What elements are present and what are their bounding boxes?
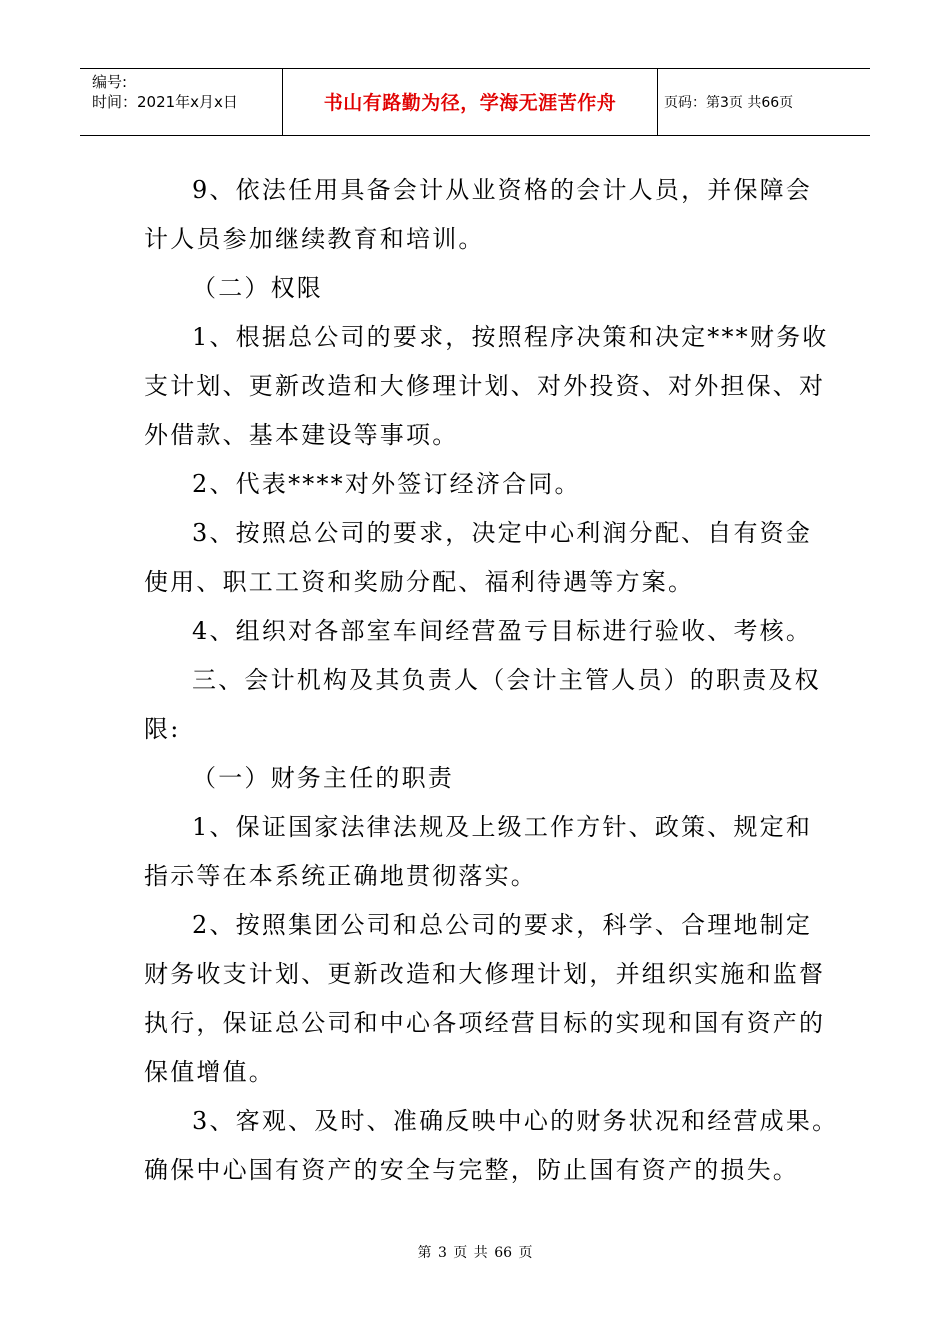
document-body <box>144 166 839 1195</box>
header-middle-cell <box>282 69 658 135</box>
header-motto: 书山有路勤为径，学海无涯苦作舟 <box>323 92 617 114</box>
section-heading: 限: <box>144 715 181 743</box>
paragraph-line: 支计划、更新改造和大修理计划、对外投资、对外担保、对 <box>144 372 826 400</box>
header-right-cell <box>658 69 870 135</box>
header-left-cell <box>80 69 282 135</box>
paragraph-line: 9、依法任用具备会计从业资格的会计人员，并保障会 <box>192 176 813 204</box>
header-page-number: 页码：第3页 共66页 <box>664 95 794 111</box>
paragraph-line: 2、按照集团公司和总公司的要求，科学、合理地制定 <box>192 911 813 939</box>
paragraph-line: 3、客观、及时、准确反映中心的财务状况和经营成果。 <box>192 1107 839 1135</box>
section-heading: 三、会计机构及其负责人（会计主管人员）的职责及权 <box>192 666 821 694</box>
paragraph-line: 指示等在本系统正确地贯彻落实。 <box>144 862 537 890</box>
paragraph-line: 3、按照总公司的要求，决定中心利润分配、自有资金 <box>192 519 813 547</box>
paragraph-line: 保值增值。 <box>144 1058 275 1086</box>
paragraph-line: 计人员参加继续教育和培训。 <box>144 225 485 253</box>
paragraph-line: 外借款、基本建设等事项。 <box>144 421 459 449</box>
paragraph-line: 4、组织对各部室车间经营盈亏目标进行验收、考核。 <box>192 617 813 645</box>
paragraph-line: 1、根据总公司的要求，按照程序决策和决定***财务收 <box>192 323 829 351</box>
header-table <box>80 68 870 136</box>
paragraph-line: 执行，保证总公司和中心各项经营目标的实现和国有资产的 <box>144 1009 826 1037</box>
paragraph-line: 使用、职工工资和奖励分配、福利待遇等方案。 <box>144 568 695 596</box>
paragraph-line: 财务收支计划、更新改造和大修理计划，并组织实施和监督 <box>144 960 826 988</box>
paragraph-line: 1、保证国家法律法规及上级工作方针、政策、规定和 <box>192 813 813 841</box>
paragraph-line: 确保中心国有资产的安全与完整，防止国有资产的损失。 <box>144 1156 799 1184</box>
section-heading: （二）权限 <box>192 274 323 302</box>
paragraph-line: 2、代表****对外签订经济合同。 <box>192 470 581 498</box>
section-heading: （一）财务主任的职责 <box>192 764 454 792</box>
footer-page-number: 第 3 页 共 66 页 <box>417 1245 533 1261</box>
document-date-label: 时间：2021年x月x日 <box>92 93 238 111</box>
document-number-label: 编号: <box>92 73 128 91</box>
